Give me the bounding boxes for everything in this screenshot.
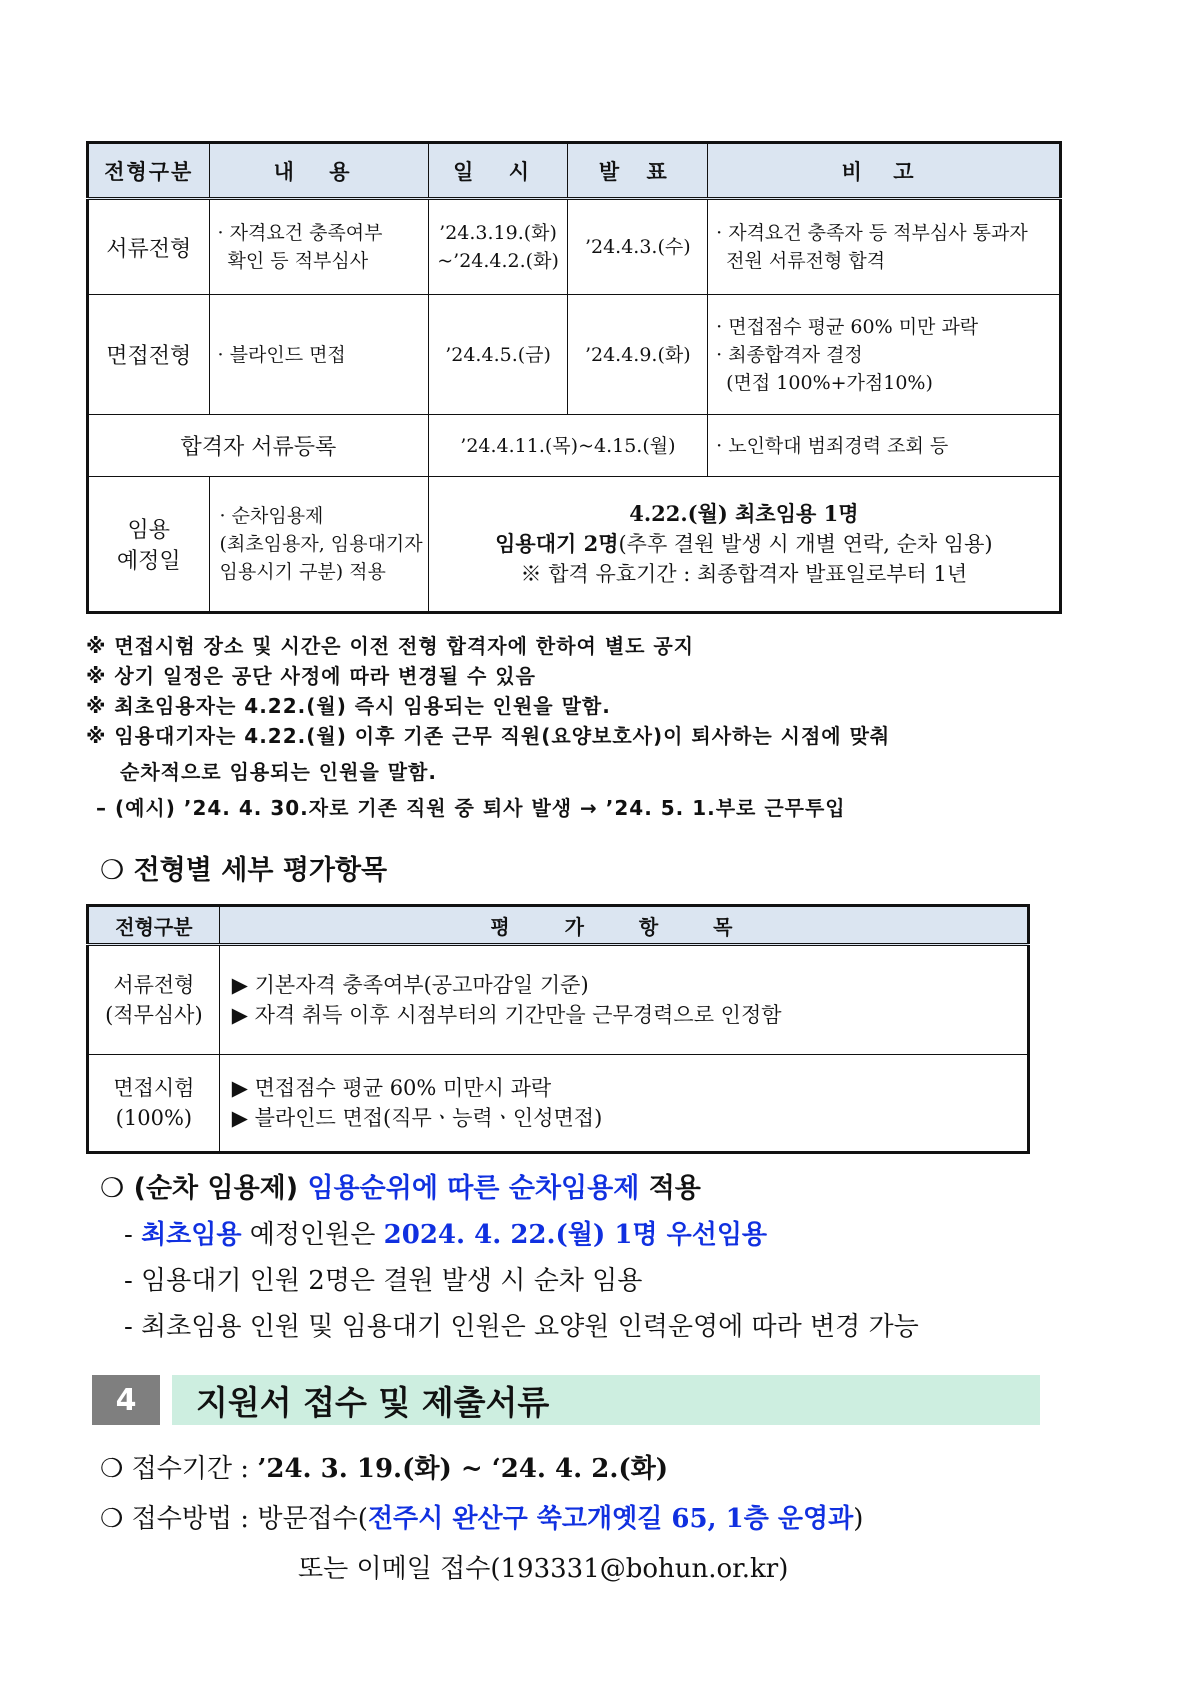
eval-table — [86, 904, 1030, 1154]
doc-remark-line1: · 자격요건 충족자 등 적부심사 통과자 — [716, 222, 1028, 244]
note-3: ※ 최초임용자는 4.22.(월) 즉시 임용되는 인원을 말함. — [86, 694, 611, 718]
hire-content-line1: · 순차임용제 — [219, 505, 324, 527]
eval-doc-name-line2: (적무심사) — [105, 1003, 203, 1027]
doc-type: 서류전형 — [88, 199, 210, 295]
eval-doc-item2: ▶ 자격 취득 이후 시점부터의 기간만을 근무경력으로 인정함 — [231, 1003, 782, 1027]
eval-section-title: ❍ 전형별 세부 평가항목 — [100, 855, 388, 886]
eval-interview-item1: ▶ 면접점수 평균 60% 미만시 과락 — [231, 1076, 552, 1100]
header-content: 내 용 — [209, 143, 428, 199]
sequential-blue: 임용순위에 따른 순차임용제 — [307, 1173, 640, 1204]
sequential-first-date: 2024. 4. 22.(월) 1명 우선임용 — [383, 1220, 768, 1250]
interview-remark — [708, 295, 1061, 415]
interview-remark-line3: (면접 100%+가점10%) — [726, 371, 933, 394]
interview-announce: ’24.4.9.(화) — [568, 295, 708, 415]
doc-content-line1: · 자격요건 충족여부 — [217, 222, 383, 244]
eval-interview-name — [88, 1055, 220, 1153]
doc-date-line1: ’24.3.19.(화) — [439, 222, 557, 244]
interview-remark-line2: · 최종합격자 결정 — [716, 343, 863, 366]
header-remark: 비 고 — [708, 143, 1061, 199]
interview-date: ’24.4.5.(금) — [428, 295, 568, 415]
hire-wait-count: 임용대기 2명 — [495, 531, 619, 556]
eval-header-items: 평 가 항 목 — [219, 906, 1028, 945]
register-date: ’24.4.11.(목)~4.15.(월) — [428, 415, 707, 477]
section4-number: 4 — [92, 1375, 160, 1425]
eval-row-interview — [88, 1055, 1029, 1153]
hire-detail-line3: ※ 합격 유효기간 : 최종합격자 발표일로부터 1년 — [520, 562, 968, 586]
hire-content — [209, 477, 428, 613]
hire-type-line2: 예정일 — [116, 549, 181, 574]
sequential-first-hire: 최초임용 — [141, 1220, 242, 1250]
sequential-dash: - — [124, 1220, 142, 1250]
eval-interview-name-line1: 면접시험 — [113, 1076, 195, 1100]
eval-doc-name-line1: 서류전형 — [113, 973, 195, 997]
header-type: 전형구분 — [88, 143, 210, 199]
register-remark: · 노인학대 범죄경력 조회 등 — [708, 415, 1061, 477]
doc-date-line2: ~’24.4.2.(화) — [437, 250, 559, 272]
eval-interview-items — [219, 1055, 1028, 1153]
eval-doc-item1: ▶ 기본자격 충족여부(공고마감일 기준) — [231, 973, 589, 997]
doc-content-line2: 확인 등 적부심사 — [227, 250, 369, 272]
doc-date — [428, 199, 568, 295]
sequential-line3: - 최초임용 인원 및 임용대기 인원은 요양원 인력운영에 따라 변경 가능 — [124, 1312, 919, 1342]
apply-period — [100, 1448, 668, 1485]
eval-interview-name-line2: (100%) — [115, 1106, 193, 1130]
register-type: 합격자 서류등록 — [88, 415, 429, 477]
section4-title: 지원서 접수 및 제출서류 — [172, 1375, 1040, 1425]
eval-interview-item2: ▶ 블라인드 면접(직무ㆍ능력ㆍ인성면접) — [231, 1106, 603, 1130]
apply-period-label: ❍ 접수기간 : — [100, 1454, 258, 1484]
apply-method-label: ❍ 접수방법 : 방문접수( — [100, 1504, 368, 1534]
eval-doc-name — [88, 945, 220, 1055]
eval-header-row — [88, 906, 1029, 945]
interview-type: 면접전형 — [88, 295, 210, 415]
note-4: ※ 임용대기자는 4.22.(월) 이후 기존 근무 직원(요양보호사)이 퇴사하는 시점에 맞춰 — [86, 724, 891, 748]
sequential-line2: - 임용대기 인원 2명은 결원 발생 시 순차 임용 — [124, 1266, 643, 1296]
eval-doc-items — [219, 945, 1028, 1055]
doc-announce: ’24.4.3.(수) — [568, 199, 708, 295]
row-interview — [88, 295, 1061, 415]
hire-type — [88, 477, 210, 613]
note-example: – (예시) ’24. 4. 30.자로 기존 직원 중 퇴사 발생 → ’24. 5. 1.부로 근무투입 — [96, 796, 846, 820]
apply-method — [100, 1498, 863, 1535]
hire-content-line3: 임용시기 구분) 적용 — [219, 561, 386, 583]
doc-remark — [708, 199, 1061, 295]
sequential-prefix: ❍ (순차 임용제) — [100, 1173, 308, 1204]
interview-content: · 블라인드 면접 — [209, 295, 428, 415]
header-date: 일 시 — [428, 143, 568, 199]
hire-detail-line1: 4.22.(월) 최초임용 1명 — [629, 501, 859, 526]
header-announce: 발 표 — [568, 143, 708, 199]
apply-method-address: 전주시 완산구 쑥고개옛길 65, 1층 운영과 — [367, 1504, 854, 1534]
sequential-line1 — [124, 1214, 767, 1251]
schedule-header-row — [88, 143, 1061, 199]
hire-type-line1: 임용 — [127, 518, 171, 543]
schedule-table — [86, 141, 1062, 614]
note-2: ※ 상기 일정은 공단 사정에 따라 변경될 수 있음 — [86, 664, 536, 688]
sequential-mid: 예정인원은 — [241, 1220, 384, 1250]
row-document — [88, 199, 1061, 295]
doc-remark-line2: 전원 서류전형 합격 — [726, 250, 886, 272]
apply-email: 또는 이메일 접수(193331@bohun.or.kr) — [298, 1554, 789, 1584]
interview-remark-line1: · 면접점수 평균 60% 미만 과락 — [716, 315, 979, 338]
hire-content-line2: (최초임용자, 임용대기자 — [219, 533, 423, 555]
apply-method-close: ) — [853, 1504, 864, 1534]
doc-content — [209, 199, 428, 295]
apply-period-value: ’24. 3. 19.(화) ~ ‘24. 4. 2.(화) — [257, 1454, 669, 1484]
eval-row-document — [88, 945, 1029, 1055]
row-hire — [88, 477, 1061, 613]
hire-detail-line2 — [430, 529, 1058, 559]
hire-wait-desc: (추후 결원 발생 시 개별 연락, 순차 임용) — [618, 532, 993, 556]
eval-header-type: 전형구분 — [88, 906, 220, 945]
hire-detail — [428, 477, 1060, 613]
sequential-suffix: 적용 — [639, 1173, 701, 1204]
note-4-cont: 순차적으로 임용되는 인원을 말함. — [120, 760, 437, 784]
note-1: ※ 면접시험 장소 및 시간은 이전 전형 합격자에 한하여 별도 공지 — [86, 634, 695, 658]
sequential-title — [100, 1166, 701, 1205]
row-register — [88, 415, 1061, 477]
